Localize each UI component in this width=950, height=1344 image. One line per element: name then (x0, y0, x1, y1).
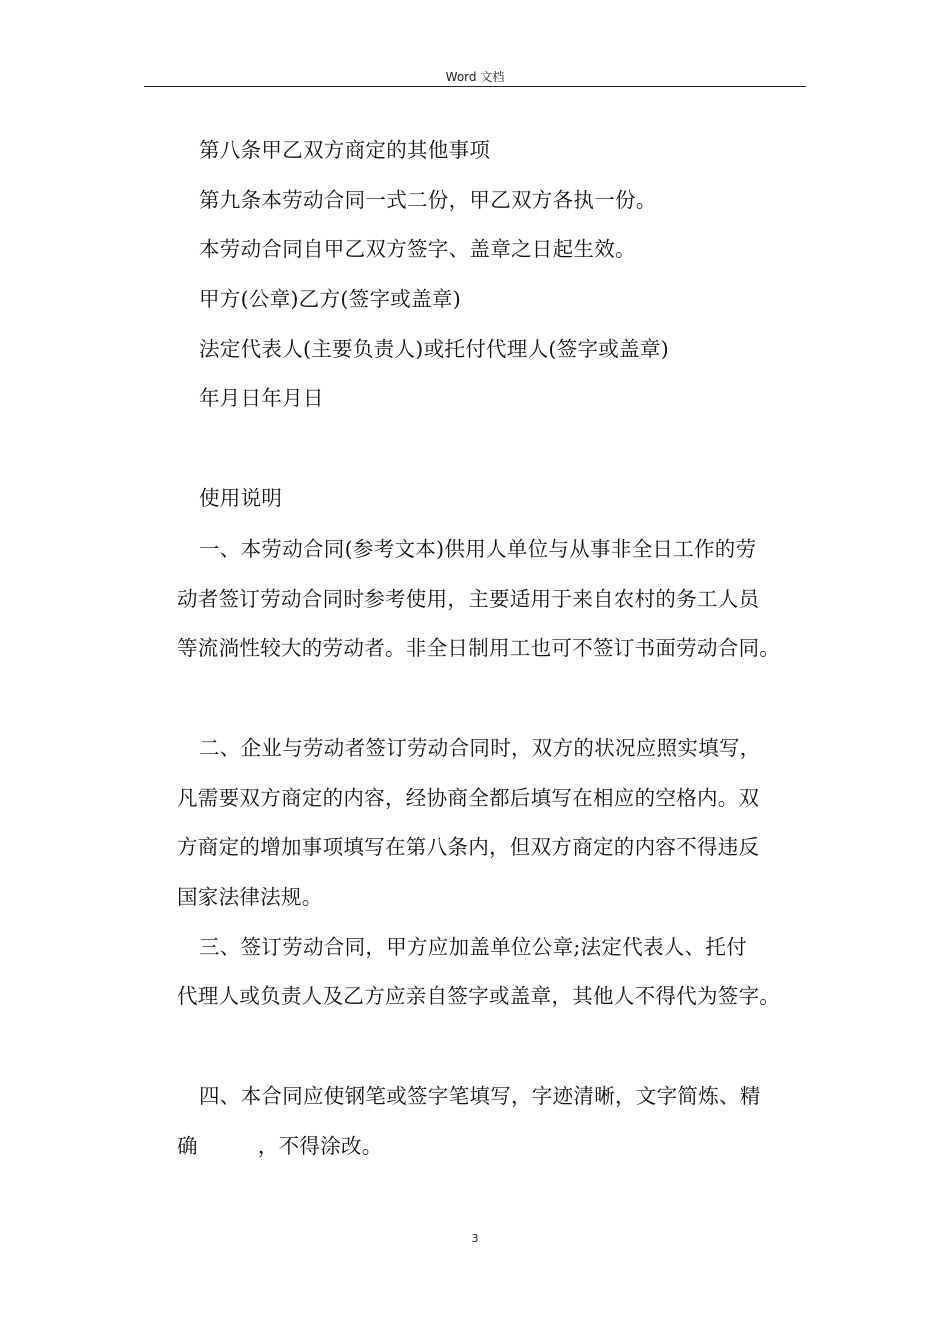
page-number: 3 (471, 1232, 479, 1245)
instruction-1-line-3: 等流淌性较大的劳动者。非全日制用工也可不签订书面劳动合同。 (177, 636, 781, 660)
contract-date-line: 年月日年月日 (199, 386, 324, 410)
instruction-2-line-2: 凡需要双方商定的内容，经协商全都后填写在相应的空格内。双 (177, 786, 760, 810)
instruction-1-line-2: 动者签订劳动合同时参考使用，主要适用于来自农村的务工人员 (177, 587, 760, 611)
contract-article-8: 第八条甲乙双方商定的其他事项 (199, 138, 491, 162)
header-divider (144, 86, 806, 87)
instruction-4-line-2 (177, 1134, 383, 1158)
contract-representative: 法定代表人(主要负责人)或托付代理人(签字或盖章) (199, 337, 669, 361)
instruction-2-line-1: 二、企业与劳动者签订劳动合同时，双方的状况应照实填写， (199, 736, 761, 760)
instruction-4-line-2-end: ，不得涂改。 (257, 1134, 383, 1158)
header-title: Word 文档 (445, 70, 505, 84)
instruction-4-line-2-start: 确 (177, 1134, 198, 1158)
instruction-3-line-2: 代理人或负责人及乙方应亲自签字或盖章，其他人不得代为签字。 (177, 984, 781, 1008)
instruction-1-line-1: 一、本劳动合同(参考文本)供用人单位与从事非全日工作的劳 (199, 537, 757, 561)
instruction-3-line-1: 三、签订劳动合同，甲方应加盖单位公章;法定代表人、托付 (199, 935, 748, 959)
contract-party-signatures: 甲方(公章)乙方(签字或盖章) (199, 287, 461, 311)
instructions-heading: 使用说明 (199, 486, 283, 510)
instruction-4-line-1: 四、本合同应使钢笔或签字笔填写，字迹清晰，文字简炼、精 (199, 1084, 761, 1108)
contract-effective-clause: 本劳动合同自甲乙双方签字、盖章之日起生效。 (199, 237, 636, 261)
instruction-2-line-4: 国家法律法规。 (177, 885, 323, 909)
instruction-2-line-3: 方商定的增加事项填写在第八条内，但双方商定的内容不得违反 (177, 835, 760, 859)
contract-article-9: 第九条本劳动合同一式二份，甲乙双方各执一份。 (199, 188, 657, 212)
